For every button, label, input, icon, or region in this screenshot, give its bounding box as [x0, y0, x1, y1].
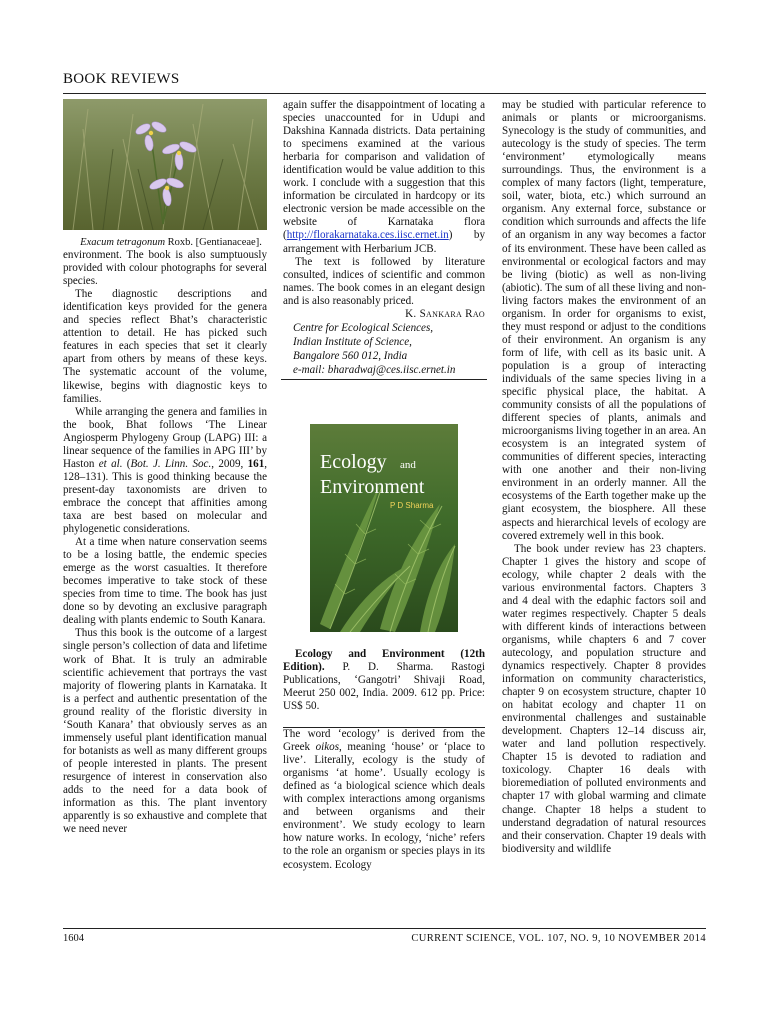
review1-para-lapg	[63, 406, 267, 536]
herbarium-post: ) by arrangement with Herbarium JCB.	[283, 229, 485, 255]
oikos-word: oikos	[315, 741, 340, 754]
review2-para-2: may be studied with particular reference to animals or plants or microorganisms. Synecology is the study of communities, and autecology is the study of species. The term ‘environment’ etymologically means surroundings. Thus, the environment is a complex of many factors (light, temperature, soil, water, biota, etc.) which surround an organism. Any external force, substance or condition which surrounds and affects the life of an organism in any way becomes a factor of its environment. These have been called as environmental or ecological factors and may be living (biotic) as well as non-living (abiotic). The sum of all these living and non-living factors makes the environment of an organism. In order for organisms to exist, they must respond or adjust to the conditions of their environment. An organism is any form of life, with cell as its basic unit. A population is a group of interacting individuals of the same species living in a specific physical place, the habitat. A community consists of all the populations of different species of plants, animals and microorganisms living together in an area. An ecosystem is an integrated system of communities of different species, interacting with one another and their non-living environment in an orderly manner. All the ecosystems of the Earth together make up the giant ecosystem, the biosphere. All these aspects and hierarchical levels of ecology are covered extremely well in this book.	[502, 99, 706, 542]
cover-author: P D Sharma	[390, 500, 434, 510]
column-2	[283, 99, 485, 872]
page-footer	[63, 928, 706, 945]
lapg-text: While arranging the genera and families in the book, Bhat follows ‘The Linear Angiosperm Phylogeny Group (LAPG) III: a linear sequence of the families in APG III’ by Haston	[63, 405, 267, 470]
lapg-volume: 161	[247, 457, 265, 470]
review2-para-3: The book under review has 23 chapters. Chapter 1 gives the history and scope of ecology, while chapter 2 deals with the various environmental factors. Chapters 3 and 4 deal with the edaphic factors soil and water regimes respectively. Chapter 5 deals with different kinds of interactions between organisms, while chapters 6 and 7 cover autecology, and population structure and dynamics respectively. Chapter 8 provides information on community characteristics, chapter 9 on ecosystem structure, chapter 10 on habitat ecology and chapter 11 on environmental challenges and sustainable development. Chapters 12–14 discuss air, water and land pollution respectively. Chapter 15 is devoted to radiation and toxicology. Chapter 16 deals with bioremediation of polluted environments and chapter 17 with global warming and climate change. Chapter 18 helps a student to understand degradation of natural resources and their conservation. Chapter 19 deals with biodiversity and wildlife	[502, 542, 706, 855]
review1-para-1: environment. The book is also sumptuously provided with colour photographs for several species.	[63, 249, 267, 288]
ecology-intro: The word ‘ecology’ is derived from the Greek	[283, 728, 485, 754]
reviewer-affiliation	[281, 321, 487, 380]
section-header	[63, 71, 706, 94]
affiliation-line-1: Centre for Ecological Sciences,	[293, 321, 434, 334]
lapg-etal: et al.	[98, 457, 123, 470]
cover-title-environment: Environment	[320, 475, 425, 498]
page-number: 1604	[63, 933, 84, 944]
section-title: BOOK REVIEWS	[63, 71, 180, 87]
lapg-year: , 2009,	[211, 457, 248, 470]
review1-para-7: The text is followed by literature consulted, indices of scientific and common names. The book comes in an elegant design and is also reasonably priced.	[283, 255, 485, 307]
figure-caption	[63, 236, 267, 249]
cover-title-and: and	[400, 458, 416, 471]
lapg-journal: Bot. J. Linn. Soc.	[130, 457, 212, 470]
review1-para-2: The diagnostic descriptions and identification keys provided for the genera and species reflect Bhat’s characteristic attention to detail. He has picked such features in each species that set it clearly apart from others by means of these keys. The systematic account of the volume, likewise, begins with diagnostic keys to families.	[63, 288, 267, 405]
book-details: P. D. Sharma. Rastogi Publications, ‘Gangotri’ Shivaji Road, Meerut 250 002, India. 2009. 612 pp. Price: US$ 50.	[283, 660, 485, 712]
book-title: Ecology and Environment (12th Edition).	[283, 647, 485, 673]
herbarium-text: again suffer the disappointment of locating a species unaccounted for in Udupi and Dakshina Kannada districts. Data pertaining to specimens examined at the various herbaria for comparison and validation of identification would be value addition to this work. I conclude with a suggestion that this information be circulated in hardcopy or its electronic version be made accessible on the website of Karnataka flora (	[283, 99, 485, 242]
reviewer-name: K. Sankara Rao	[405, 307, 485, 320]
book-cover	[310, 424, 458, 632]
journal-citation: CURRENT SCIENCE, VOL. 107, NO. 9, 10 NOVEMBER 2014	[411, 933, 706, 944]
column-3	[502, 99, 706, 856]
ecology-intro-post: , meaning ‘house’ or ‘place to live’. Literally, ecology is the study of organisms ‘at home’. Usually ecology is defined as ‘a biological science which deals with complex interactions among organisms and between organisms and their environment’. We study ecology to learn how nature works. In ecology, ‘niche’ refers to the role an organism or species plays in its ecosystem. Ecology	[283, 741, 485, 871]
caption-rest: Roxb. [Gentianaceae].	[165, 237, 262, 248]
lapg-open: (	[122, 457, 131, 470]
review2-para-1	[283, 728, 485, 872]
column-1	[63, 99, 267, 836]
florakarnataka-link[interactable]: http://florakarnataka.ces.iisc.ernet.in	[286, 229, 449, 242]
review1-para-6	[283, 99, 485, 256]
affiliation-line-3: Bangalore 560 012, India	[293, 349, 408, 362]
review1-para-5: Thus this book is the outcome of a largest single person’s collection of data and lifetime work of Bhat. It is truly an admirable scientific achievement that portrays the vast majority of flowering plants in Karnataka. It is a perfect and authentic presentation of the ground reality of the floristic diversity in ‘South Kanara’ that obviously serves as an immensely useful plant identification manual for botanists as well as many different groups of people interested in plants. The present resurgence of interest in conservation also adds to the need for a data book of information as this. The plant inventory apparently is so exhaustive and complete that we need never	[63, 627, 267, 836]
caption-species: Exacum tetragonum	[80, 237, 166, 248]
affiliation-email: e-mail: bharadwaj@ces.iisc.ernet.in	[293, 363, 456, 376]
lapg-post: , 128–131). This is good thinking because the present-day taxonomists are driven to embrace the concept that affinities among taxa are best based on molecular and phylogenetic considerations.	[63, 457, 268, 536]
affiliation-line-2: Indian Institute of Science,	[293, 335, 412, 348]
review1-para-4: At a time when nature conservation seems to be a losing battle, the endemic species emerge as the worst casualties. It therefore becomes imperative to take stock of these species from time to time. The book has just done so by devoting an exclusive paragraph dealing with plants endemic to South Kanara.	[63, 536, 267, 627]
flower-photo	[63, 99, 267, 230]
cover-title-ecology: Ecology	[320, 450, 387, 473]
book-info	[283, 648, 485, 728]
